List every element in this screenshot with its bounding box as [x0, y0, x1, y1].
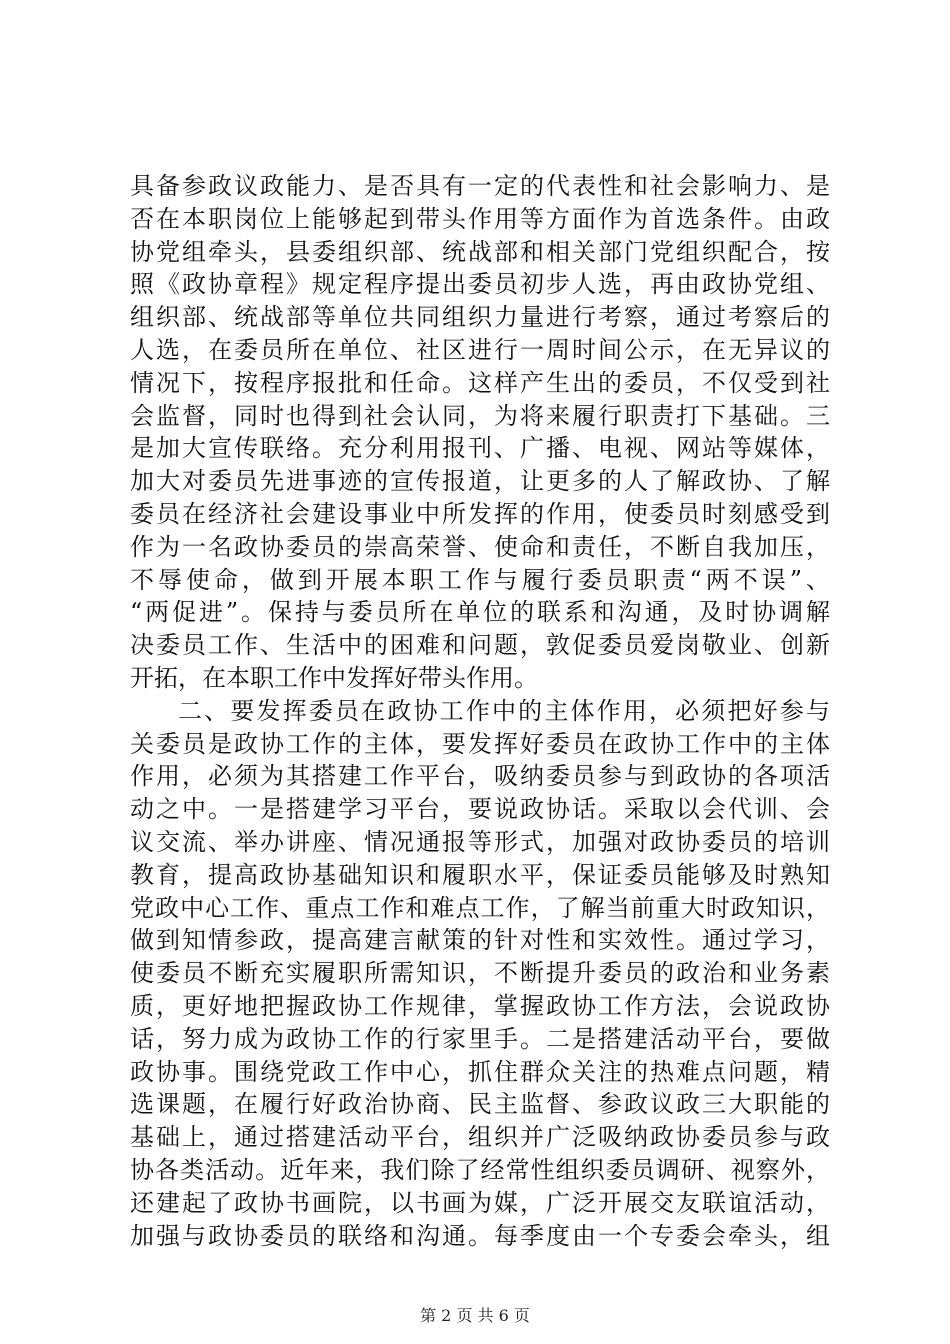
text-line: 协各类活动。近年来，我们除了经常性组织委员调研、视察外， — [130, 1155, 830, 1184]
text-line: 还建起了政协书画院，以书画为媒，广泛开展交友联谊活动， — [130, 1188, 830, 1217]
page-number-footer: 第 2 页 共 6 页 — [420, 1306, 530, 1325]
body-text — [130, 170, 830, 1252]
text-line: 关委员是政协工作的主体，要发挥好委员在政协工作中的主体 — [130, 729, 830, 758]
text-line: 做到知情参政，提高建言献策的针对性和实效性。通过学习， — [130, 926, 830, 955]
text-line: 不辱使命，做到开展本职工作与履行委员职责“两不误”、 — [130, 565, 830, 594]
text-line: “两促进”。保持与委员所在单位的联系和沟通，及时协调解 — [130, 598, 830, 627]
text-line: 党政中心工作、重点工作和难点工作，了解当前重大时政知识， — [130, 893, 830, 922]
text-line: 具备参政议政能力、是否具有一定的代表性和社会影响力、是 — [130, 172, 830, 200]
text-line: 选课题，在履行好政治协商、民主监督、参政议政三大职能的 — [130, 1090, 830, 1119]
text-line: 人选，在委员所在单位、社区进行一周时间公示，在无异议的 — [130, 335, 830, 364]
text-line: 情况下，按程序报批和任命。这样产生出的委员，不仅受到社 — [130, 368, 830, 397]
text-line: 质，更好地把握政协工作规律，掌握政协工作方法，会说政协 — [130, 991, 830, 1020]
text-line: 使委员不断充实履职所需知识，不断提升委员的政治和业务素 — [130, 959, 830, 988]
text-line: 议交流、举办讲座、情况通报等形式，加强对政协委员的培训 — [130, 827, 830, 856]
text-line: 教育，提高政协基础知识和履职水平，保证委员能够及时熟知 — [130, 860, 830, 889]
text-line: 基础上，通过搭建活动平台，组织并广泛吸纳政协委员参与政 — [130, 1123, 830, 1152]
text-line: 协党组牵头，县委组织部、统战部和相关部门党组织配合，按 — [130, 237, 830, 266]
text-line: 照《政协章程》规定程序提出委员初步人选，再由政协党组、 — [130, 270, 830, 299]
text-line: 话，努力成为政协工作的行家里手。二是搭建活动平台，要做 — [130, 1024, 830, 1053]
text-line: 动之中。一是搭建学习平台，要说政协话。采取以会代训、会 — [130, 795, 830, 824]
text-line: 决委员工作、生活中的困难和问题，敦促委员爱岗敬业、创新 — [130, 631, 830, 660]
text-line: 政协事。围绕党政工作中心，抓住群众关注的热难点问题，精 — [130, 1057, 830, 1086]
text-line: 加大对委员先进事迹的宣传报道，让更多的人了解政协、了解 — [130, 467, 830, 496]
text-line: 作用，必须为其搭建工作平台，吸纳委员参与到政协的各项活 — [130, 762, 830, 791]
text-line: 二、要发挥委员在政协工作中的主体作用，必须把好参与 — [178, 696, 830, 725]
text-line: 加强与政协委员的联络和沟通。每季度由一个专委会牵头，组 — [130, 1221, 830, 1250]
text-line: 会监督，同时也得到社会认同，为将来履行职责打下基础。三 — [130, 401, 830, 430]
text-line: 是加大宣传联络。充分利用报刊、广播、电视、网站等媒体， — [130, 434, 830, 463]
text-line: 作为一名政协委员的崇高荣誉、使命和责任，不断自我加压， — [130, 532, 830, 561]
text-line: 组织部、统战部等单位共同组织力量进行考察，通过考察后的 — [130, 303, 830, 332]
text-line: 委员在经济社会建设事业中所发挥的作用，使委员时刻感受到 — [130, 499, 830, 528]
text-line: 否在本职岗位上能够起到带头作用等方面作为首选条件。由政 — [130, 204, 830, 233]
text-line: 开拓，在本职工作中发挥好带头作用。 — [130, 663, 538, 692]
